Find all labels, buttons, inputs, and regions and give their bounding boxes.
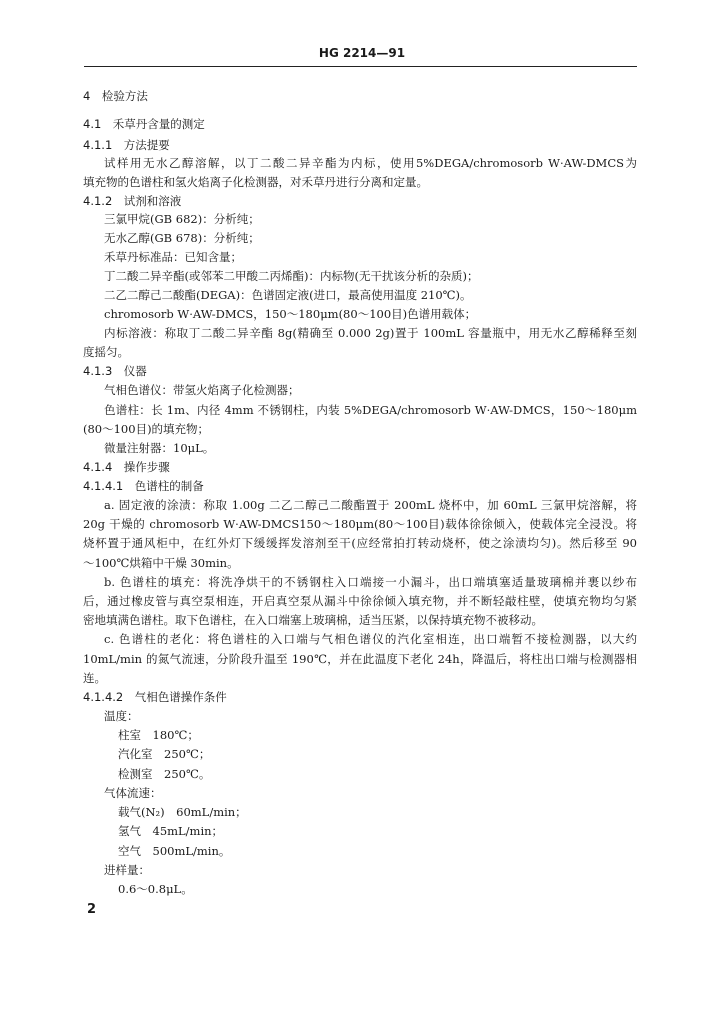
subsection-heading: 4.1.2 试剂和溶液: [83, 194, 182, 208]
paragraph-line: 禾草丹标准品：已知含量；: [104, 250, 242, 264]
paragraph-line: chromosorb W·AW-DMCS，150～180μm(80～100目)色谱用载体；: [104, 307, 477, 321]
paragraph-line: 丁二酸二异辛酯(或邻苯二甲酸二丙烯酯)：内标物(无干扰该分析的杂质)；: [104, 269, 479, 283]
paragraph-line: 内标溶液：称取丁二酸二异辛酯 8g(精确至 0.000 2g)置于 100mL 容量瓶中，用无水乙醇稀释至刻: [104, 326, 637, 340]
condition-value: 0.6～0.8μL。: [118, 882, 193, 896]
condition-value: 柱室 180℃；: [118, 728, 199, 742]
paragraph-line: 烧杯置于通风柜中，在红外灯下缓缓挥发溶剂至干(应经常拍打转动烧杯，使之涂渍均匀)。然后移至 90: [83, 536, 637, 550]
condition-value: 检测室 250℃。: [118, 767, 211, 781]
subsection-heading: 4.1.4.1 色谱柱的制备: [83, 479, 204, 493]
paragraph-line: a. 固定液的涂渍：称取 1.00g 二乙二醇己二酸酯置于 200mL 烧杯中，加 60mL 三氯甲烷溶解，将: [104, 498, 637, 512]
condition-label: 气体流速：: [104, 786, 162, 800]
condition-value: 氢气 45mL/min；: [118, 824, 224, 838]
paragraph-line: 三氯甲烷(GB 682)：分析纯；: [104, 212, 260, 226]
paragraph-line: 填充物的色谱柱和氢火焰离子化检测器，对禾草丹进行分离和定量。: [83, 175, 428, 189]
page-number: 2: [87, 902, 97, 917]
paragraph-line: 微量注射器：10μL。: [104, 441, 215, 455]
paragraph-line: 20g 干燥的 chromosorb W·AW-DMCS150～180μm(80～100目)载体徐徐倾入，使载体完全浸没。将: [83, 517, 637, 531]
paragraph-line: 后，通过橡皮管与真空泵相连，开启真空泵从漏斗中徐徐倾入填充物，并不断轻敲柱壁，使填充物均匀紧: [83, 594, 637, 608]
condition-label: 进样量：: [104, 863, 150, 877]
paragraph-line: 色谱柱：长 1m、内径 4mm 不锈钢柱，内装 5%DEGA/chromosorb W·AW-DMCS，150～180μm: [104, 403, 637, 417]
section-heading: 4 检验方法: [83, 89, 148, 103]
paragraph-line: 密地填满色谱柱。取下色谱柱，在入口端塞上玻璃棉，适当压紧，以保持填充物不被移动。: [83, 613, 543, 627]
paragraph-line: 试样用无水乙醇溶解，以丁二酸二异辛酯为内标，使用5%DEGA/chromosorb W·AW-DMCS为: [104, 156, 637, 170]
paragraph-line: 无水乙醇(GB 678)：分析纯；: [104, 231, 260, 245]
standard-number-header: HG 2214—91: [318, 46, 406, 60]
header-rule: [84, 66, 637, 67]
paragraph-line: (80～100目)的填充物；: [83, 422, 210, 436]
paragraph-line: 二乙二醇己二酸酯(DEGA)：色谱固定液(进口，最高使用温度 210℃)。: [104, 288, 472, 302]
paragraph-line: 气相色谱仪：带氢火焰离子化检测器；: [104, 383, 300, 397]
subsection-heading: 4.1.3 仪器: [83, 364, 147, 378]
condition-value: 空气 500mL/min。: [118, 844, 231, 858]
paragraph-line: ～100℃烘箱中干燥 30min。: [83, 556, 239, 570]
condition-value: 载气(N₂) 60mL/min；: [118, 805, 247, 819]
paragraph-line: 度摇匀。: [83, 345, 129, 359]
subsection-heading: 4.1.1 方法提要: [83, 138, 170, 152]
condition-label: 温度：: [104, 709, 139, 723]
paragraph-line: 10mL/min 的氮气流速，分阶段升温至 190℃，并在此温度下老化 24h，降温后，将柱出口端与检测器相: [83, 652, 637, 666]
paragraph-line: b. 色谱柱的填充：将洗净烘干的不锈钢柱入口端接一小漏斗，出口端填塞适量玻璃棉并裹以纱布: [104, 575, 637, 589]
subsection-heading: 4.1.4 操作步骤: [83, 460, 170, 474]
condition-value: 汽化室 250℃；: [118, 747, 211, 761]
subsection-heading: 4.1.4.2 气相色谱操作条件: [83, 690, 227, 704]
paragraph-line: c. 色谱柱的老化：将色谱柱的入口端与气相色谱仪的汽化室相连，出口端暂不接检测器，以大约: [104, 632, 637, 646]
subsection-heading: 4.1 禾草丹含量的测定: [83, 117, 205, 131]
paragraph-line: 连。: [83, 671, 106, 685]
